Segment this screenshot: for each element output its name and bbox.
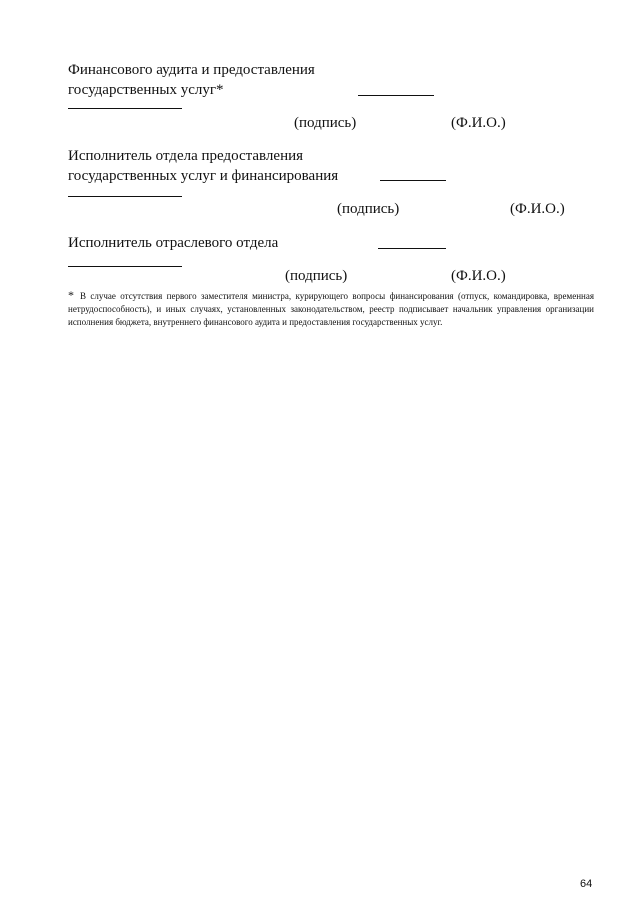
footnote-marker: * — [68, 288, 74, 302]
footnote — [68, 289, 594, 329]
block1-name-caption: (Ф.И.О.) — [451, 115, 506, 131]
block2-signature-line — [380, 180, 446, 181]
block3-name-line — [68, 266, 182, 267]
block1-signature-caption: (подпись) — [294, 115, 357, 131]
block2-title-line2: государственных услуг и финансирования — [68, 168, 339, 184]
block1-signature-line — [358, 95, 434, 96]
block1-title-line2: государственных услуг* — [68, 82, 224, 98]
block2-name-line — [68, 196, 182, 197]
block3-name-caption: (Ф.И.О.) — [451, 268, 506, 284]
footnote-text: В случае отсутствия первого заместителя министра, курирующего вопросы финансирования (отпуск, командировка, временная нетрудоспособность), и иных случаях, установленных законодательством, реестр подписывает начальник управления организации исполнения бюджета, внутреннего финансового аудита и предоставления государственных услуг. — [68, 291, 594, 327]
block2-title-line1: Исполнитель отдела предоставления — [68, 148, 304, 164]
block3-title-line1: Исполнитель отраслевого отдела — [68, 235, 279, 251]
block1-title-line1: Финансового аудита и предоставления — [68, 62, 315, 78]
block1-name-line — [68, 108, 182, 109]
block3-signature-line — [378, 248, 446, 249]
page-number: 64 — [580, 878, 593, 890]
block2-name-caption: (Ф.И.О.) — [510, 201, 565, 217]
block2-signature-caption: (подпись) — [337, 201, 400, 217]
block3-signature-caption: (подпись) — [285, 268, 348, 284]
